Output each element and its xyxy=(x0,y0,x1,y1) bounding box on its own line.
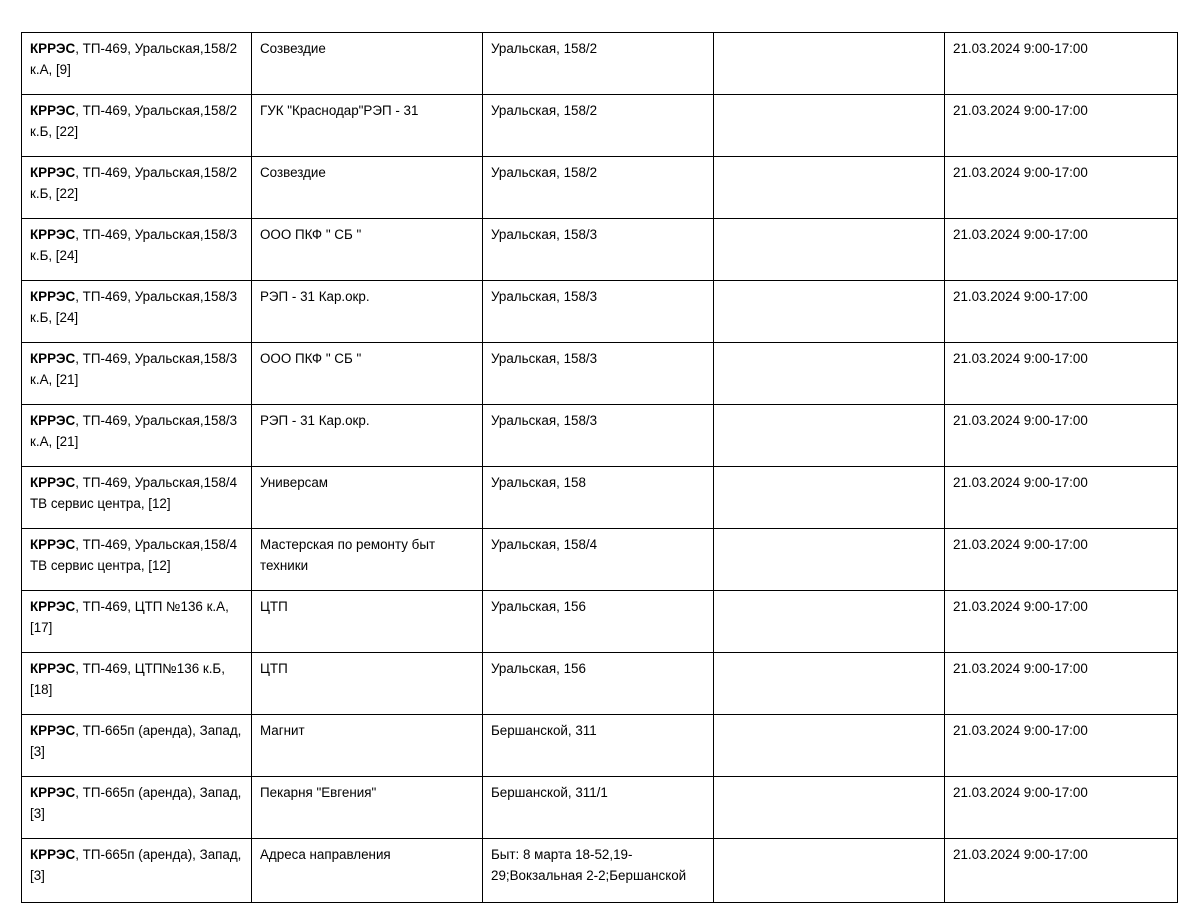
consumer-cell: Магнит xyxy=(252,715,483,777)
org-name: КРРЭС xyxy=(30,413,76,428)
address-cell: Уральская, 156 xyxy=(483,653,714,715)
table-row xyxy=(22,777,1178,839)
org-name: КРРЭС xyxy=(30,351,76,366)
org-name: КРРЭС xyxy=(30,599,76,614)
address-cell: Уральская, 158/3 xyxy=(483,281,714,343)
consumer-cell: Созвездие xyxy=(252,33,483,95)
table-row xyxy=(22,405,1178,467)
consumer-cell: Созвездие xyxy=(252,157,483,219)
note-cell xyxy=(714,405,945,467)
feeder-cell xyxy=(22,715,252,777)
feeder-info: , ТП-665п (аренда), Запад, [3] xyxy=(30,847,242,883)
consumer-cell: ЦТП xyxy=(252,591,483,653)
feeder-cell xyxy=(22,157,252,219)
feeder-cell xyxy=(22,33,252,95)
consumer-cell: Адреса направления xyxy=(252,839,483,903)
feeder-info: , ТП-469, Уральская,158/3 к.А, [21] xyxy=(30,351,238,387)
datetime-cell: 21.03.2024 9:00-17:00 xyxy=(945,467,1178,529)
org-name: КРРЭС xyxy=(30,227,76,242)
datetime-cell: 21.03.2024 9:00-17:00 xyxy=(945,405,1178,467)
address-cell: Уральская, 158/2 xyxy=(483,157,714,219)
table-row xyxy=(22,157,1178,219)
org-name: КРРЭС xyxy=(30,785,76,800)
address-cell: Уральская, 158/2 xyxy=(483,33,714,95)
feeder-info: , ТП-469, Уральская,158/3 к.Б, [24] xyxy=(30,289,238,325)
table-row xyxy=(22,839,1178,903)
address-cell: Уральская, 158/3 xyxy=(483,343,714,405)
datetime-cell: 21.03.2024 9:00-17:00 xyxy=(945,281,1178,343)
feeder-cell xyxy=(22,591,252,653)
org-name: КРРЭС xyxy=(30,537,76,552)
org-name: КРРЭС xyxy=(30,475,76,490)
consumer-cell: Пекарня "Евгения" xyxy=(252,777,483,839)
note-cell xyxy=(714,343,945,405)
note-cell xyxy=(714,529,945,591)
table-row xyxy=(22,281,1178,343)
org-name: КРРЭС xyxy=(30,723,76,738)
feeder-cell xyxy=(22,467,252,529)
consumer-cell: ЦТП xyxy=(252,653,483,715)
table-row xyxy=(22,715,1178,777)
address-cell: Уральская, 156 xyxy=(483,591,714,653)
note-cell xyxy=(714,281,945,343)
org-name: КРРЭС xyxy=(30,661,76,676)
address-cell: Уральская, 158/3 xyxy=(483,219,714,281)
feeder-cell xyxy=(22,653,252,715)
consumer-cell: Универсам xyxy=(252,467,483,529)
table-row xyxy=(22,653,1178,715)
table-row xyxy=(22,95,1178,157)
note-cell xyxy=(714,219,945,281)
org-name: КРРЭС xyxy=(30,289,76,304)
feeder-info: , ТП-469, Уральская,158/4 ТВ сервис центра, [12] xyxy=(30,537,238,573)
note-cell xyxy=(714,33,945,95)
feeder-info: , ТП-469, ЦТП №136 к.А, [17] xyxy=(30,599,229,635)
table-row xyxy=(22,33,1178,95)
feeder-cell xyxy=(22,95,252,157)
feeder-cell xyxy=(22,839,252,903)
feeder-info: , ТП-665п (аренда), Запад, [3] xyxy=(30,723,242,759)
feeder-info: , ТП-469, Уральская,158/4 ТВ сервис центра, [12] xyxy=(30,475,238,511)
address-cell: Уральская, 158/3 xyxy=(483,405,714,467)
address-cell: Уральская, 158/2 xyxy=(483,95,714,157)
feeder-cell xyxy=(22,405,252,467)
table-body xyxy=(22,33,1178,903)
consumer-cell: РЭП - 31 Кар.окр. xyxy=(252,281,483,343)
consumer-cell: ООО ПКФ " СБ " xyxy=(252,219,483,281)
table-row xyxy=(22,529,1178,591)
datetime-cell: 21.03.2024 9:00-17:00 xyxy=(945,33,1178,95)
feeder-info: , ТП-469, Уральская,158/2 к.А, [9] xyxy=(30,41,238,77)
org-name: КРРЭС xyxy=(30,847,76,862)
datetime-cell: 21.03.2024 9:00-17:00 xyxy=(945,777,1178,839)
feeder-cell xyxy=(22,219,252,281)
datetime-cell: 21.03.2024 9:00-17:00 xyxy=(945,839,1178,903)
feeder-info: , ТП-469, Уральская,158/2 к.Б, [22] xyxy=(30,103,238,139)
note-cell xyxy=(714,157,945,219)
note-cell xyxy=(714,95,945,157)
address-cell: Уральская, 158 xyxy=(483,467,714,529)
table-row xyxy=(22,343,1178,405)
feeder-cell xyxy=(22,777,252,839)
note-cell xyxy=(714,467,945,529)
address-cell: Уральская, 158/4 xyxy=(483,529,714,591)
table-row xyxy=(22,591,1178,653)
note-cell xyxy=(714,715,945,777)
feeder-cell xyxy=(22,281,252,343)
consumer-cell: Мастерская по ремонту быт техники xyxy=(252,529,483,591)
feeder-info: , ТП-469, Уральская,158/3 к.А, [21] xyxy=(30,413,238,449)
consumer-cell: ГУК "Краснодар"РЭП - 31 xyxy=(252,95,483,157)
datetime-cell: 21.03.2024 9:00-17:00 xyxy=(945,219,1178,281)
note-cell xyxy=(714,777,945,839)
datetime-cell: 21.03.2024 9:00-17:00 xyxy=(945,653,1178,715)
address-cell: Бершанской, 311/1 xyxy=(483,777,714,839)
consumer-cell: РЭП - 31 Кар.окр. xyxy=(252,405,483,467)
note-cell xyxy=(714,839,945,903)
org-name: КРРЭС xyxy=(30,41,76,56)
datetime-cell: 21.03.2024 9:00-17:00 xyxy=(945,95,1178,157)
datetime-cell: 21.03.2024 9:00-17:00 xyxy=(945,157,1178,219)
table-row xyxy=(22,219,1178,281)
feeder-info: , ТП-469, Уральская,158/3 к.Б, [24] xyxy=(30,227,238,263)
outage-table xyxy=(21,32,1178,903)
feeder-info: , ТП-469, Уральская,158/2 к.Б, [22] xyxy=(30,165,238,201)
datetime-cell: 21.03.2024 9:00-17:00 xyxy=(945,591,1178,653)
datetime-cell: 21.03.2024 9:00-17:00 xyxy=(945,715,1178,777)
datetime-cell: 21.03.2024 9:00-17:00 xyxy=(945,343,1178,405)
address-cell: Быт: 8 марта 18-52,19-29;Вокзальная 2-2;Бершанской xyxy=(483,839,714,903)
note-cell xyxy=(714,653,945,715)
table-row xyxy=(22,467,1178,529)
note-cell xyxy=(714,591,945,653)
feeder-cell xyxy=(22,529,252,591)
org-name: КРРЭС xyxy=(30,165,76,180)
consumer-cell: ООО ПКФ " СБ " xyxy=(252,343,483,405)
datetime-cell: 21.03.2024 9:00-17:00 xyxy=(945,529,1178,591)
feeder-info: , ТП-665п (аренда), Запад, [3] xyxy=(30,785,242,821)
feeder-cell xyxy=(22,343,252,405)
address-cell: Бершанской, 311 xyxy=(483,715,714,777)
feeder-info: , ТП-469, ЦТП№136 к.Б, [18] xyxy=(30,661,225,697)
org-name: КРРЭС xyxy=(30,103,76,118)
